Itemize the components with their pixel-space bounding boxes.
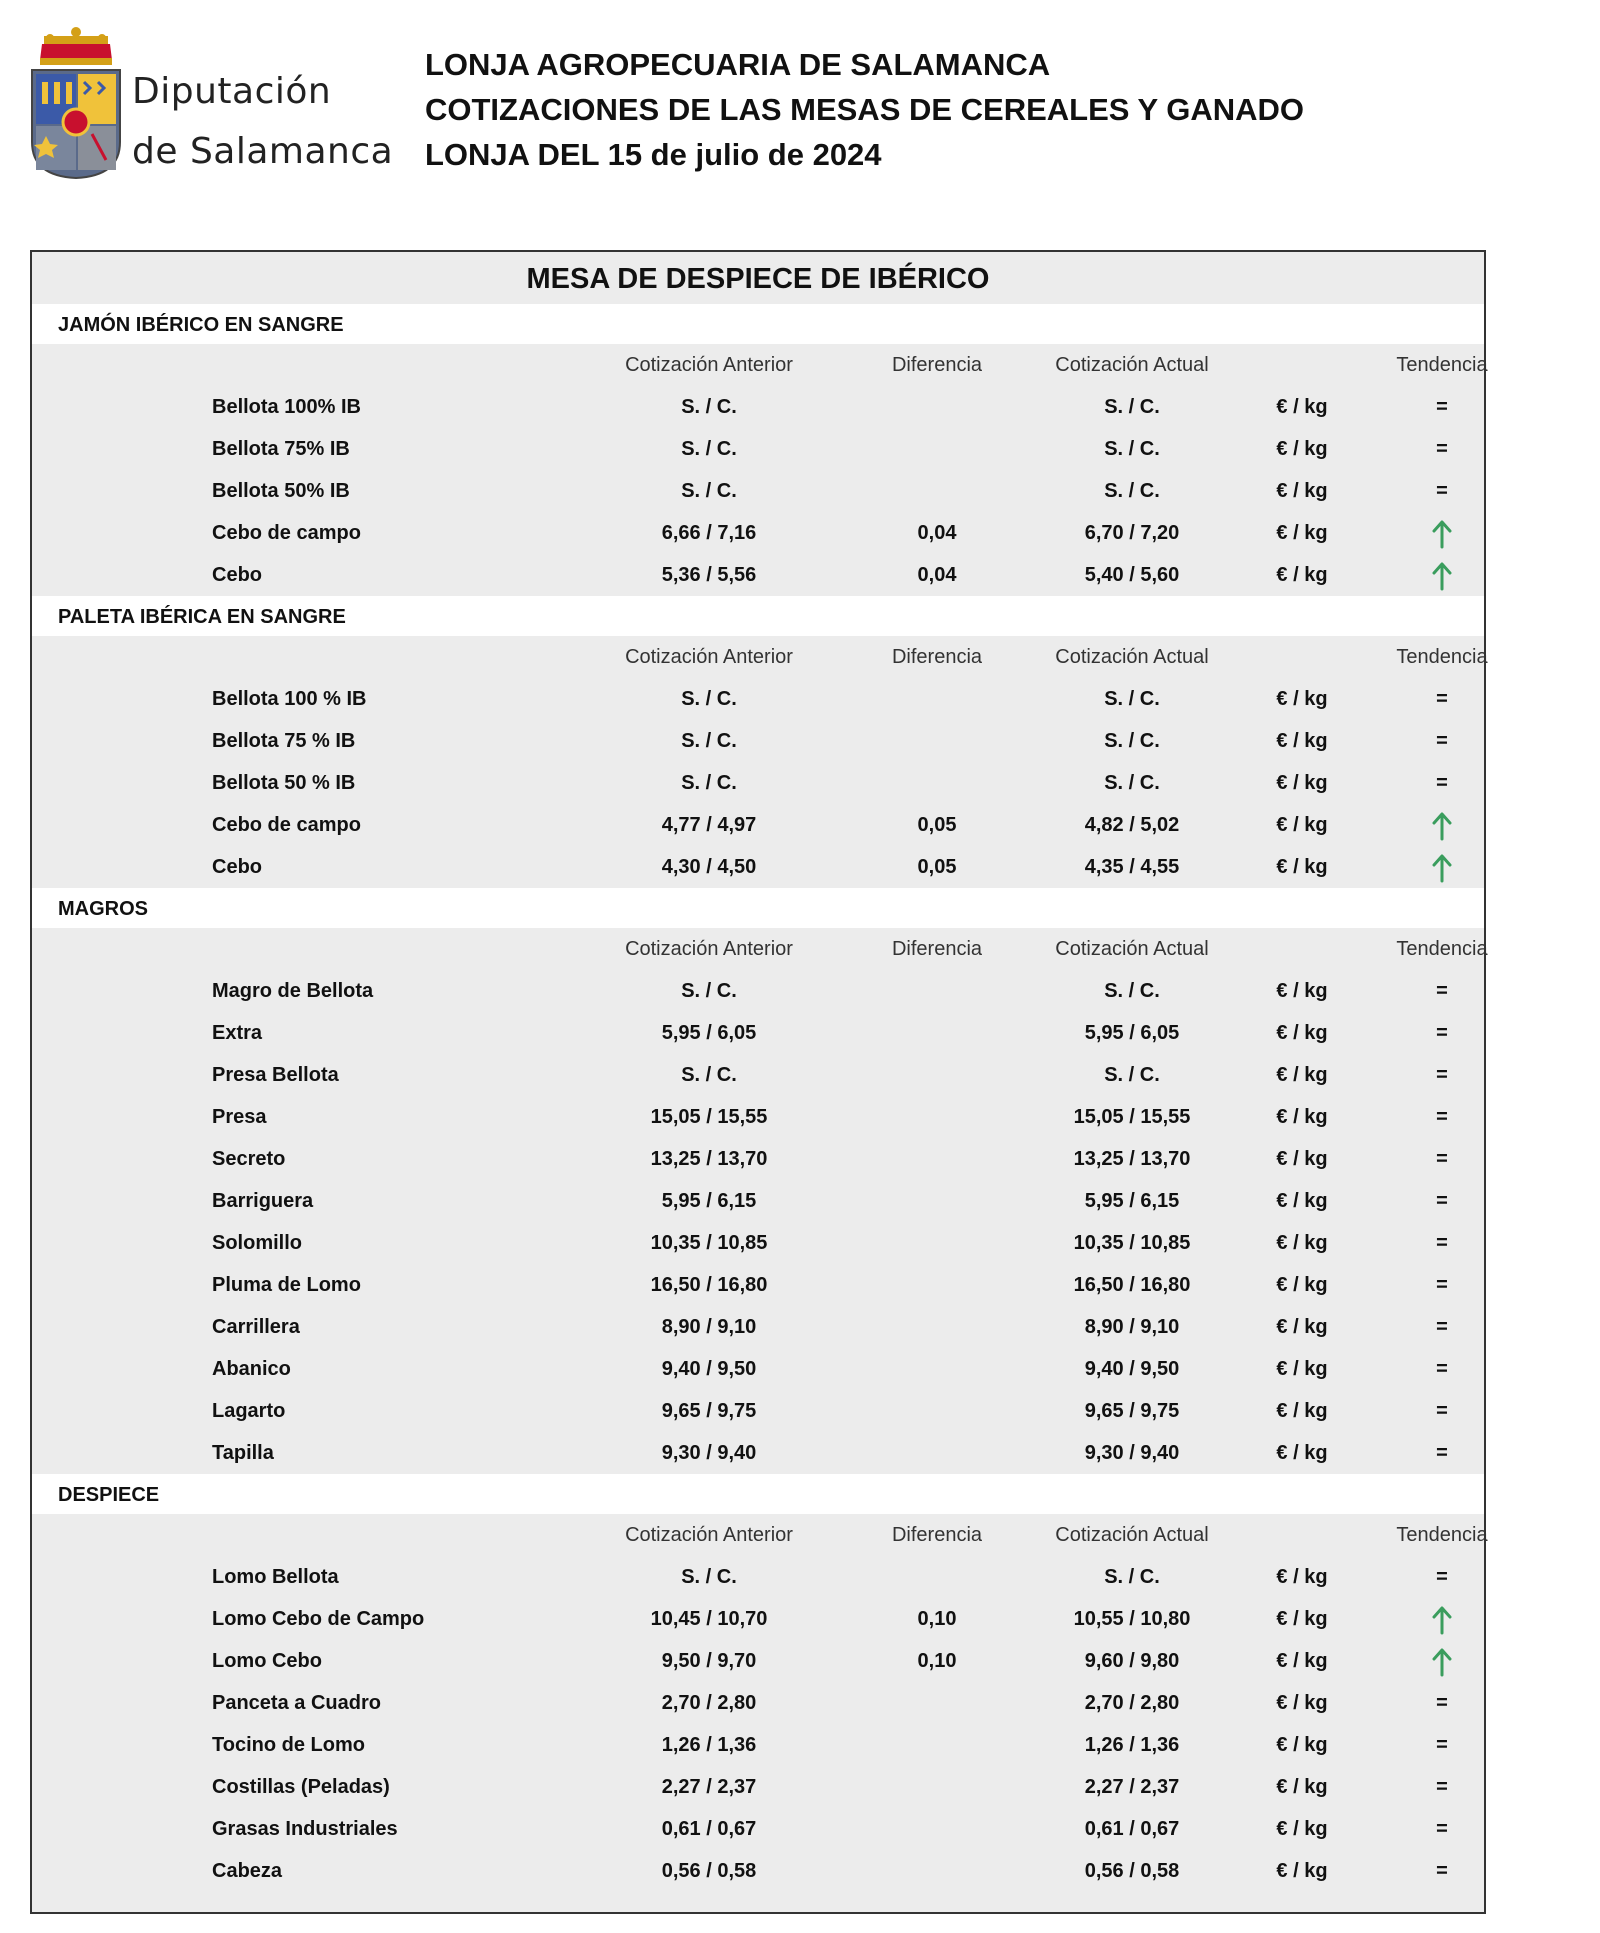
- column-header-diff: Diferencia: [891, 354, 983, 376]
- trend-cell: =: [1436, 730, 1448, 752]
- product-name: Lagarto: [212, 1400, 286, 1422]
- current-price: 2,27 / 2,37: [1084, 1776, 1180, 1798]
- previous-price: 5,95 / 6,15: [661, 1190, 757, 1212]
- price-unit: € / kg: [1276, 438, 1328, 460]
- current-price: S. / C.: [1104, 480, 1160, 502]
- column-header-prev: Cotización Anterior: [625, 938, 793, 960]
- price-difference: [852, 1180, 1022, 1222]
- column-header-trend: Tendencia: [1396, 646, 1488, 668]
- trend-cell: =: [1436, 1148, 1448, 1170]
- product-name: Grasas Industriales: [212, 1818, 398, 1840]
- trend-cell: =: [1436, 1566, 1448, 1588]
- price-difference: [852, 1138, 1022, 1180]
- table-row: [32, 554, 1484, 596]
- trend-cell: [1392, 1640, 1492, 1682]
- previous-price: S. / C.: [681, 730, 737, 752]
- current-price: S. / C.: [1104, 772, 1160, 794]
- price-unit: € / kg: [1276, 814, 1328, 836]
- section-heading: MAGROS: [32, 888, 1484, 928]
- product-name: Cebo: [212, 564, 262, 586]
- price-unit: € / kg: [1276, 856, 1328, 878]
- trend-cell: =: [1436, 1776, 1448, 1798]
- trend-cell: =: [1436, 1232, 1448, 1254]
- trend-cell: =: [1436, 1274, 1448, 1296]
- previous-price: 10,35 / 10,85: [650, 1232, 768, 1254]
- product-name: Lomo Bellota: [212, 1566, 339, 1588]
- table-row: [32, 1598, 1484, 1640]
- price-difference: [852, 428, 1022, 470]
- table-row: [32, 1222, 1484, 1264]
- product-name: Lomo Cebo: [212, 1650, 322, 1672]
- trend-cell: =: [1436, 1734, 1448, 1756]
- table-row: [32, 720, 1484, 762]
- price-unit: € / kg: [1276, 1316, 1328, 1338]
- trend-cell: =: [1436, 1106, 1448, 1128]
- institution-line-2: de Salamanca: [132, 131, 394, 172]
- previous-price: 5,36 / 5,56: [661, 564, 757, 586]
- trend-cell: [1392, 804, 1492, 846]
- current-price: 9,60 / 9,80: [1084, 1650, 1180, 1672]
- previous-price: 1,26 / 1,36: [661, 1734, 757, 1756]
- previous-price: S. / C.: [681, 688, 737, 710]
- trend-cell: =: [1436, 1400, 1448, 1422]
- product-name: Pluma de Lomo: [212, 1274, 361, 1296]
- product-name: Extra: [212, 1022, 263, 1044]
- title-line-1: LONJA AGROPECUARIA DE SALAMANCA: [425, 47, 1051, 82]
- price-unit: € / kg: [1276, 522, 1328, 544]
- previous-price: 8,90 / 9,10: [661, 1316, 757, 1338]
- price-difference: [852, 1264, 1022, 1306]
- coat-of-arms-icon: [28, 22, 124, 182]
- price-difference: 0,10: [917, 1650, 957, 1672]
- product-name: Bellota 75 % IB: [212, 730, 356, 752]
- previous-price: 9,30 / 9,40: [661, 1442, 757, 1464]
- price-unit: € / kg: [1276, 1776, 1328, 1798]
- column-header-curr: Cotización Actual: [1055, 938, 1209, 960]
- current-price: 1,26 / 1,36: [1084, 1734, 1180, 1756]
- price-unit: € / kg: [1276, 1148, 1328, 1170]
- column-header-prev: Cotización Anterior: [625, 1524, 793, 1546]
- column-header-diff: Diferencia: [891, 938, 983, 960]
- current-price: 15,05 / 15,55: [1073, 1106, 1191, 1128]
- product-name: Tocino de Lomo: [212, 1734, 365, 1756]
- trend-up-arrow-icon: [1431, 1647, 1453, 1677]
- product-name: Presa: [212, 1106, 267, 1128]
- previous-price: 2,70 / 2,80: [661, 1692, 757, 1714]
- price-difference: [852, 1432, 1022, 1474]
- table-row: [32, 1640, 1484, 1682]
- table-row: [32, 970, 1484, 1012]
- previous-price: 9,50 / 9,70: [661, 1650, 757, 1672]
- price-difference: [852, 1348, 1022, 1390]
- price-difference: [852, 1850, 1022, 1892]
- trend-cell: =: [1436, 980, 1448, 1002]
- current-price: S. / C.: [1104, 396, 1160, 418]
- price-unit: € / kg: [1276, 1692, 1328, 1714]
- current-price: 10,55 / 10,80: [1073, 1608, 1191, 1630]
- price-unit: € / kg: [1276, 1818, 1328, 1840]
- trend-cell: =: [1436, 1064, 1448, 1086]
- price-difference: [852, 1766, 1022, 1808]
- price-unit: € / kg: [1276, 1608, 1328, 1630]
- column-header-row: [32, 1514, 1488, 1556]
- price-unit: € / kg: [1276, 772, 1328, 794]
- product-name: Bellota 100 % IB: [212, 688, 367, 710]
- table-row: [32, 1390, 1484, 1432]
- price-unit: € / kg: [1276, 1190, 1328, 1212]
- current-price: S. / C.: [1104, 1064, 1160, 1086]
- current-price: 9,40 / 9,50: [1084, 1358, 1180, 1380]
- trend-up-arrow-icon: [1431, 853, 1453, 883]
- title-line-3: LONJA DEL 15 de julio de 2024: [425, 137, 882, 172]
- current-price: 13,25 / 13,70: [1073, 1148, 1191, 1170]
- trend-cell: =: [1436, 1818, 1448, 1840]
- column-header-trend: Tendencia: [1396, 354, 1488, 376]
- page-header: [0, 0, 1600, 200]
- section-heading: JAMÓN IBÉRICO EN SANGRE: [32, 304, 1484, 344]
- table-row: [32, 804, 1484, 846]
- table-row: [32, 1264, 1484, 1306]
- column-header-curr: Cotización Actual: [1055, 354, 1209, 376]
- trend-cell: =: [1436, 1022, 1448, 1044]
- column-header-prev: Cotización Anterior: [625, 646, 793, 668]
- table-row: [32, 1180, 1484, 1222]
- price-unit: € / kg: [1276, 1358, 1328, 1380]
- current-price: 9,65 / 9,75: [1084, 1400, 1180, 1422]
- table-sections: [32, 304, 1488, 1892]
- previous-price: S. / C.: [681, 980, 737, 1002]
- previous-price: 15,05 / 15,55: [650, 1106, 768, 1128]
- previous-price: 0,61 / 0,67: [661, 1818, 757, 1840]
- previous-price: 9,65 / 9,75: [661, 1400, 757, 1422]
- column-header-row: [32, 636, 1488, 678]
- price-unit: € / kg: [1276, 1650, 1328, 1672]
- product-name: Solomillo: [212, 1232, 302, 1254]
- current-price: 0,61 / 0,67: [1084, 1818, 1180, 1840]
- previous-price: 0,56 / 0,58: [661, 1860, 757, 1882]
- trend-cell: =: [1436, 1692, 1448, 1714]
- column-header-diff: Diferencia: [891, 646, 983, 668]
- price-difference: [852, 386, 1022, 428]
- price-difference: [852, 1556, 1022, 1598]
- section-heading: PALETA IBÉRICA EN SANGRE: [32, 596, 1484, 636]
- price-unit: € / kg: [1276, 1566, 1328, 1588]
- column-header-curr: Cotización Actual: [1055, 1524, 1209, 1546]
- previous-price: S. / C.: [681, 772, 737, 794]
- price-unit: € / kg: [1276, 1232, 1328, 1254]
- product-name: Cebo: [212, 856, 262, 878]
- price-unit: € / kg: [1276, 1734, 1328, 1756]
- section-heading: DESPIECE: [32, 1474, 1484, 1514]
- current-price: 5,95 / 6,05: [1084, 1022, 1180, 1044]
- table-row: [32, 428, 1484, 470]
- trend-cell: [1392, 554, 1492, 596]
- product-name: Abanico: [212, 1358, 291, 1380]
- trend-cell: =: [1436, 1860, 1448, 1882]
- current-price: 4,35 / 4,55: [1084, 856, 1180, 878]
- price-difference: [852, 1390, 1022, 1432]
- price-difference: [852, 1682, 1022, 1724]
- table-row: [32, 1432, 1484, 1474]
- price-unit: € / kg: [1276, 1022, 1328, 1044]
- previous-price: 9,40 / 9,50: [661, 1358, 757, 1380]
- table-row: [32, 1556, 1484, 1598]
- current-price: 5,95 / 6,15: [1084, 1190, 1180, 1212]
- price-difference: 0,04: [917, 522, 957, 544]
- column-header-trend: Tendencia: [1396, 1524, 1488, 1546]
- price-unit: € / kg: [1276, 564, 1328, 586]
- trend-cell: =: [1436, 1442, 1448, 1464]
- trend-up-arrow-icon: [1431, 1605, 1453, 1635]
- table-row: [32, 1138, 1484, 1180]
- column-header-diff: Diferencia: [891, 1524, 983, 1546]
- trend-cell: =: [1436, 688, 1448, 710]
- current-price: S. / C.: [1104, 438, 1160, 460]
- product-name: Bellota 50% IB: [212, 480, 350, 502]
- previous-price: S. / C.: [681, 396, 737, 418]
- current-price: 0,56 / 0,58: [1084, 1860, 1180, 1882]
- previous-price: 2,27 / 2,37: [661, 1776, 757, 1798]
- price-unit: € / kg: [1276, 480, 1328, 502]
- product-name: Carrillera: [212, 1316, 300, 1338]
- product-name: Bellota 75% IB: [212, 438, 350, 460]
- current-price: 4,82 / 5,02: [1084, 814, 1180, 836]
- price-unit: € / kg: [1276, 1860, 1328, 1882]
- previous-price: S. / C.: [681, 1064, 737, 1086]
- table-row: [32, 512, 1484, 554]
- product-name: Lomo Cebo de Campo: [212, 1608, 425, 1630]
- price-unit: € / kg: [1276, 1064, 1328, 1086]
- price-table: [30, 250, 1486, 1914]
- previous-price: 13,25 / 13,70: [650, 1148, 768, 1170]
- price-difference: 0,04: [917, 564, 957, 586]
- current-price: 6,70 / 7,20: [1084, 522, 1180, 544]
- table-row: [32, 1682, 1484, 1724]
- table-row: [32, 1306, 1484, 1348]
- price-difference: [852, 762, 1022, 804]
- table-row: [32, 678, 1484, 720]
- price-difference: 0,10: [917, 1608, 957, 1630]
- product-name: Cabeza: [212, 1860, 283, 1882]
- product-name: Costillas (Peladas): [212, 1776, 390, 1798]
- trend-up-arrow-icon: [1431, 519, 1453, 549]
- column-header-prev: Cotización Anterior: [625, 354, 793, 376]
- product-name: Bellota 50 % IB: [212, 772, 356, 794]
- table-title: MESA DE DESPIECE DE IBÉRICO: [526, 263, 990, 295]
- current-price: 16,50 / 16,80: [1073, 1274, 1191, 1296]
- product-name: Cebo de campo: [212, 814, 361, 836]
- product-name: Cebo de campo: [212, 522, 361, 544]
- trend-cell: =: [1436, 480, 1448, 502]
- table-row: [32, 1012, 1484, 1054]
- price-unit: € / kg: [1276, 1400, 1328, 1422]
- price-unit: € / kg: [1276, 1442, 1328, 1464]
- price-difference: [852, 1222, 1022, 1264]
- price-unit: € / kg: [1276, 1106, 1328, 1128]
- table-row: [32, 762, 1484, 804]
- institution-line-1: Diputación: [132, 71, 332, 112]
- current-price: 5,40 / 5,60: [1084, 564, 1180, 586]
- price-difference: [852, 1306, 1022, 1348]
- price-difference: [852, 470, 1022, 512]
- table-row: [32, 1850, 1484, 1892]
- table-row: [32, 1766, 1484, 1808]
- product-name: Barriguera: [212, 1190, 314, 1212]
- previous-price: S. / C.: [681, 438, 737, 460]
- price-unit: € / kg: [1276, 688, 1328, 710]
- product-name: Tapilla: [212, 1442, 274, 1464]
- product-name: Magro de Bellota: [212, 980, 374, 1002]
- table-row: [32, 1724, 1484, 1766]
- trend-up-arrow-icon: [1431, 561, 1453, 591]
- column-header-curr: Cotización Actual: [1055, 646, 1209, 668]
- price-unit: € / kg: [1276, 730, 1328, 752]
- trend-cell: =: [1436, 1190, 1448, 1212]
- price-difference: 0,05: [917, 814, 957, 836]
- table-row: [32, 1096, 1484, 1138]
- trend-cell: [1392, 846, 1492, 888]
- trend-cell: =: [1436, 772, 1448, 794]
- trend-cell: [1392, 512, 1492, 554]
- trend-cell: =: [1436, 1358, 1448, 1380]
- product-name: Secreto: [212, 1148, 286, 1170]
- product-name: Panceta a Cuadro: [212, 1692, 381, 1714]
- table-row: [32, 846, 1484, 888]
- price-unit: € / kg: [1276, 396, 1328, 418]
- title-line-2: COTIZACIONES DE LAS MESAS DE CEREALES Y GANADO: [425, 92, 1305, 127]
- previous-price: 16,50 / 16,80: [650, 1274, 768, 1296]
- price-difference: [852, 720, 1022, 762]
- price-unit: € / kg: [1276, 1274, 1328, 1296]
- table-row: [32, 386, 1484, 428]
- current-price: S. / C.: [1104, 730, 1160, 752]
- institution-name: [132, 62, 393, 182]
- current-price: 2,70 / 2,80: [1084, 1692, 1180, 1714]
- trend-cell: [1392, 1598, 1492, 1640]
- previous-price: S. / C.: [681, 480, 737, 502]
- previous-price: 6,66 / 7,16: [661, 522, 757, 544]
- price-difference: [852, 1808, 1022, 1850]
- price-difference: [852, 1096, 1022, 1138]
- price-difference: [852, 970, 1022, 1012]
- current-price: S. / C.: [1104, 1566, 1160, 1588]
- current-price: 8,90 / 9,10: [1084, 1316, 1180, 1338]
- column-header-row: [32, 344, 1488, 386]
- price-difference: 0,05: [917, 856, 957, 878]
- current-price: 10,35 / 10,85: [1073, 1232, 1191, 1254]
- table-row: [32, 1348, 1484, 1390]
- previous-price: 10,45 / 10,70: [650, 1608, 768, 1630]
- current-price: S. / C.: [1104, 688, 1160, 710]
- price-difference: [852, 1012, 1022, 1054]
- current-price: 9,30 / 9,40: [1084, 1442, 1180, 1464]
- price-difference: [852, 1054, 1022, 1096]
- table-row: [32, 1054, 1484, 1096]
- column-header-trend: Tendencia: [1396, 938, 1488, 960]
- column-header-row: [32, 928, 1488, 970]
- trend-cell: =: [1436, 438, 1448, 460]
- price-difference: [852, 678, 1022, 720]
- price-difference: [852, 1724, 1022, 1766]
- document-titles: [425, 42, 1304, 177]
- current-price: S. / C.: [1104, 980, 1160, 1002]
- previous-price: 4,77 / 4,97: [661, 814, 757, 836]
- previous-price: 5,95 / 6,05: [661, 1022, 757, 1044]
- trend-cell: =: [1436, 1316, 1448, 1338]
- table-row: [32, 470, 1484, 512]
- trend-cell: =: [1436, 396, 1448, 418]
- previous-price: S. / C.: [681, 1566, 737, 1588]
- product-name: Bellota 100% IB: [212, 396, 361, 418]
- product-name: Presa Bellota: [212, 1064, 339, 1086]
- trend-up-arrow-icon: [1431, 811, 1453, 841]
- previous-price: 4,30 / 4,50: [661, 856, 757, 878]
- price-unit: € / kg: [1276, 980, 1328, 1002]
- table-row: [32, 1808, 1484, 1850]
